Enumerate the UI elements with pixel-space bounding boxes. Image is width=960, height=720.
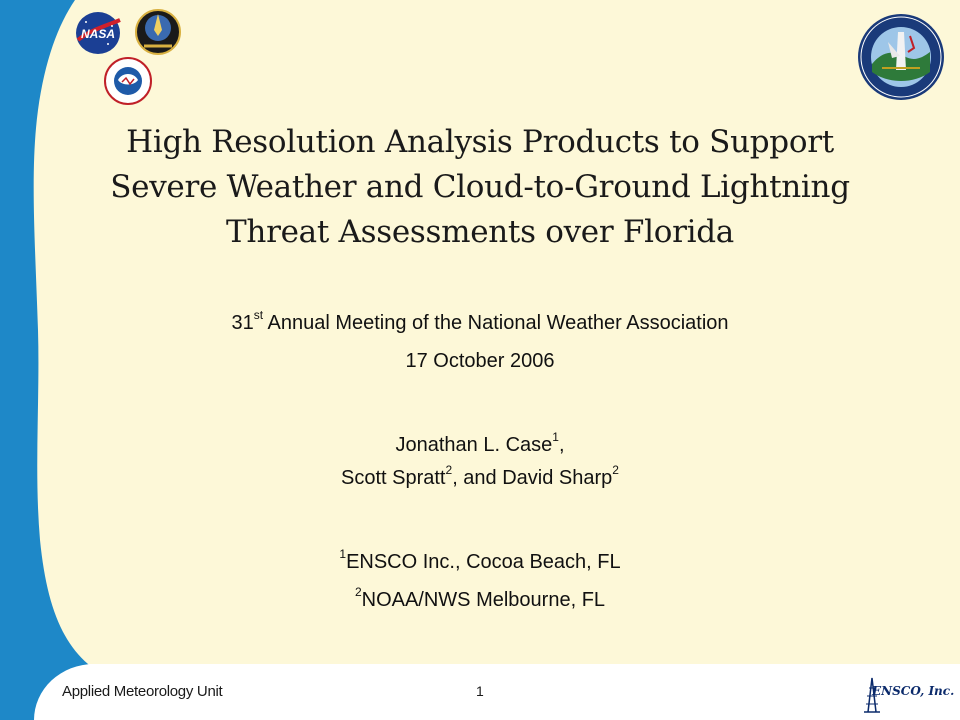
space-wing-logo-icon [134, 6, 182, 58]
meeting-line [100, 308, 860, 335]
title-line-2: Severe Weather and Cloud-to-Ground Lightning [110, 169, 850, 205]
author-case: Jonathan L. Case [395, 434, 553, 456]
amu-logo-icon [852, 12, 950, 102]
nasa-logo-icon [72, 10, 124, 56]
author-case-sup: 1 [552, 430, 559, 445]
nws-logo-icon [100, 56, 156, 106]
meeting-ordinal: st [253, 308, 264, 323]
title-line-3: Threat Assessments over Florida [226, 214, 734, 250]
affiliation-2 [100, 585, 860, 612]
footer-org-name: Applied Meteorology Unit [62, 683, 223, 700]
author-sharp: , and David Sharp [452, 467, 613, 489]
meeting-number: 31 [231, 312, 254, 334]
author-comma: , [558, 434, 565, 456]
author-sharp-sup: 2 [612, 463, 619, 478]
affiliation-1-text: ENSCO Inc., Cocoa Beach, FL [346, 551, 621, 573]
authors-line-1 [100, 430, 860, 457]
page-number: 1 [476, 683, 484, 699]
author-spratt-sup: 2 [445, 463, 453, 478]
slide-title [60, 120, 900, 255]
affiliation-2-sup: 2 [354, 585, 362, 600]
affiliation-2-text: NOAA/NWS Melbourne, FL [361, 589, 606, 611]
author-spratt: Scott Spratt [341, 467, 446, 489]
ensco-brand-text: ENSCO, Inc. [872, 684, 955, 698]
meeting-date: 17 October 2006 [405, 350, 555, 372]
authors-line-2 [100, 463, 860, 490]
svg-text:NASA: NASA [80, 27, 116, 41]
meeting-name: Annual Meeting of the National Weather Association [263, 312, 729, 334]
affiliation-1 [100, 547, 860, 574]
affiliation-1-sup: 1 [339, 547, 347, 562]
title-line-1: High Resolution Analysis Products to Support [126, 124, 834, 160]
